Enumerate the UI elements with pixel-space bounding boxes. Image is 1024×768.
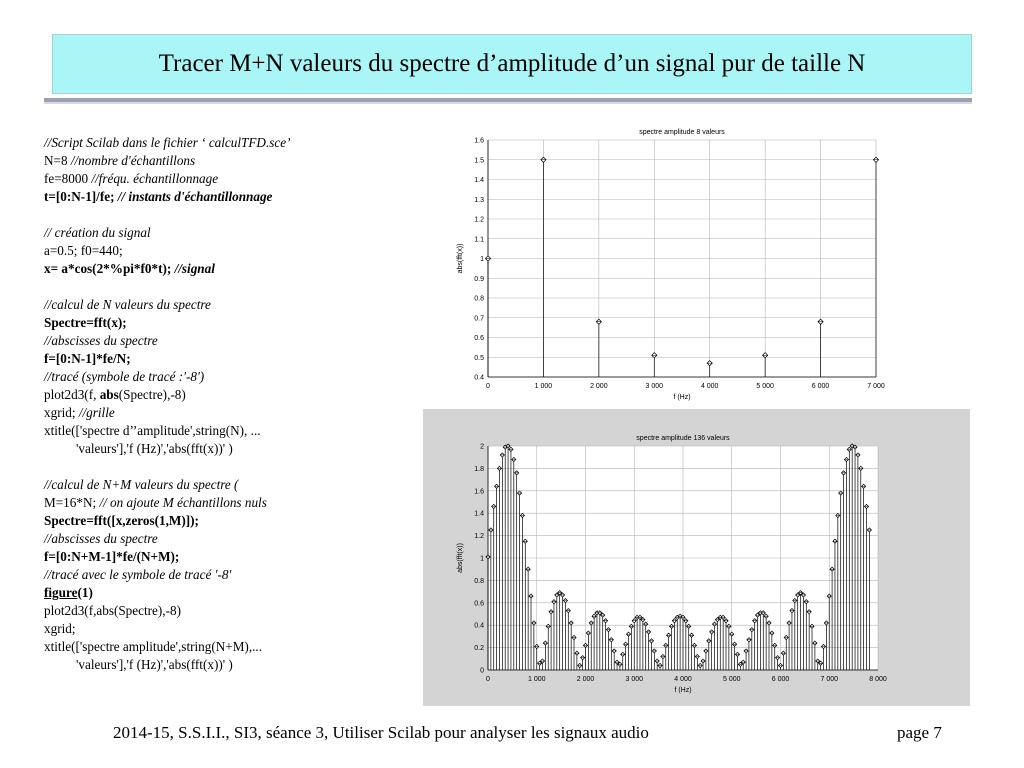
- code-line: xtitle(['spectre d’’amplitude',string(N), ...: [44, 423, 261, 438]
- y-tick-label: 1.3: [474, 196, 484, 204]
- code-text: N=8: [44, 153, 71, 168]
- x-tick-label: 5 000: [722, 676, 741, 683]
- y-tick-label: 0.8: [474, 295, 484, 303]
- code-text: x= a*cos(2*%pi*f0*t);: [44, 261, 175, 276]
- code-line: //abscisses du spectre: [44, 531, 158, 546]
- x-tick-label: 0: [486, 676, 490, 683]
- code-line: [44, 404, 424, 422]
- y-tick-label: 1.6: [474, 137, 484, 145]
- code-line: [44, 494, 424, 512]
- y-tick-label: 1.1: [474, 236, 484, 244]
- y-tick-label: 1.8: [474, 465, 484, 473]
- code-line: //abscisses du spectre: [44, 333, 158, 348]
- code-blank: [44, 278, 424, 296]
- x-tick-label: 4 000: [674, 676, 692, 683]
- x-axis-label: f (Hz): [674, 687, 692, 694]
- spectrum-chart-136: [423, 409, 970, 706]
- code-line: Spectre=fft([x,zeros(1,M)]);: [44, 513, 199, 528]
- code-comment: //signal: [174, 261, 215, 276]
- code-text: (1): [77, 585, 93, 600]
- x-tick-label: 8 000: [869, 676, 887, 683]
- spectrum-chart-8: [450, 120, 890, 405]
- y-tick-label: 0.9: [474, 275, 484, 283]
- x-tick-label: 7 000: [820, 676, 839, 683]
- chart-title: spectre amplitude 8 valeurs: [639, 129, 725, 136]
- y-tick-label: 1.5: [474, 157, 484, 165]
- code-line: Spectre=fft(x);: [44, 315, 127, 330]
- x-tick-label: 0: [486, 383, 490, 390]
- y-tick-label: 0.4: [474, 374, 484, 382]
- x-tick-label: 1 000: [534, 383, 553, 390]
- slide-title: Tracer M+N valeurs du spectre d’amplitude d’un signal pur de taille N: [158, 50, 866, 77]
- y-tick-label: 0.8: [474, 577, 484, 585]
- code-line: [44, 152, 424, 170]
- code-line: [44, 584, 424, 602]
- code-text: M=16*N;: [44, 495, 100, 510]
- code-line: //tracé (symbole de tracé :'-8'): [44, 369, 205, 384]
- y-tick-label: 2: [480, 443, 484, 451]
- code-line: //Script Scilab dans le fichier ‘ calculTFD.sce’: [44, 135, 291, 150]
- page-number: page 7: [897, 723, 942, 742]
- code-line: xgrid;: [44, 621, 76, 636]
- y-tick-label: 0.2: [474, 645, 484, 653]
- y-tick-label: 1: [480, 256, 484, 263]
- code-text: plot2d3(f,: [44, 387, 100, 402]
- x-tick-label: 6 000: [811, 383, 830, 390]
- y-tick-label: 0.5: [474, 354, 484, 362]
- x-tick-label: 2 000: [590, 383, 608, 390]
- y-tick-label: 0: [480, 667, 484, 675]
- y-tick-label: 0.6: [474, 335, 484, 342]
- code-line: // création du signal: [44, 225, 151, 240]
- x-tick-label: 6 000: [771, 676, 790, 683]
- code-comment: // on ajoute M échantillons nuls: [99, 495, 267, 510]
- title-divider-shadow: [44, 102, 972, 104]
- y-tick-label: 1.4: [474, 510, 484, 518]
- y-tick-label: 1: [480, 555, 484, 563]
- code-line: f=[0:N-1]*fe/N;: [44, 351, 131, 366]
- x-tick-label: 4 000: [700, 383, 719, 390]
- code-text: (Spectre),-8): [118, 387, 186, 402]
- code-line: 'valeurs'],'f (Hz)','abs(fft(x))' ): [76, 657, 233, 672]
- y-tick-label: 0.6: [474, 600, 484, 608]
- code-line: [44, 386, 424, 404]
- scilab-script: [44, 134, 424, 674]
- code-text: xgrid;: [44, 405, 79, 420]
- code-line: plot2d3(f,abs(Spectre),-8): [44, 603, 181, 618]
- code-text: fe=8000: [44, 171, 92, 186]
- x-tick-label: 3 000: [645, 383, 664, 390]
- code-keyword: figure: [44, 585, 78, 600]
- code-comment: //fréqu. échantillonnage: [91, 171, 219, 186]
- y-tick-label: 0.4: [474, 622, 484, 630]
- code-comment: //grille: [78, 405, 115, 420]
- code-line: [44, 170, 424, 188]
- code-text: t=[0:N-1]/fe;: [44, 189, 118, 204]
- x-tick-label: 7 000: [867, 383, 885, 390]
- y-tick-label: 1.2: [474, 216, 484, 224]
- code-line: xtitle(['spectre amplitude',string(N+M),...: [44, 639, 263, 654]
- y-tick-label: 1.2: [474, 533, 484, 541]
- code-line: [44, 188, 424, 206]
- slide-title-box: [52, 34, 972, 94]
- code-blank: [44, 206, 424, 224]
- y-axis-label: abs(fft(x)): [457, 543, 464, 573]
- code-line: f=[0:N+M-1]*fe/(N+M);: [44, 549, 180, 564]
- code-line: //calcul de N+M valeurs du spectre (: [44, 477, 239, 492]
- y-tick-label: 1.4: [474, 177, 484, 184]
- spectrum-chart-136-svg: [423, 409, 970, 706]
- x-tick-label: 1 000: [527, 676, 546, 683]
- y-tick-label: 1.6: [474, 488, 484, 496]
- code-line: 'valeurs'],'f (Hz)','abs(fft(x))' ): [76, 441, 233, 456]
- code-blank: [44, 458, 424, 476]
- code-line: //tracé avec le symbole de tracé '-8': [44, 567, 232, 582]
- x-tick-label: 2 000: [576, 676, 595, 683]
- chart-title: spectre amplitude 136 valeurs: [636, 435, 730, 442]
- x-tick-label: 5 000: [756, 383, 774, 390]
- code-line: a=0.5; f0=440;: [44, 243, 123, 258]
- footer-text: 2014-15, S.S.I.I., SI3, séance 3, Utiliser Scilab pour analyser les signaux audio: [113, 723, 649, 742]
- code-keyword: abs: [99, 387, 119, 402]
- x-axis-label: f (Hz): [673, 394, 691, 401]
- y-axis-label: abs(fft(x)): [457, 243, 464, 274]
- x-tick-label: 3 000: [625, 676, 644, 683]
- code-comment: // instants d'échantillonnage: [117, 189, 273, 204]
- code-line: [44, 260, 424, 278]
- code-line: //calcul de N valeurs du spectre: [44, 297, 211, 312]
- code-comment: //nombre d'échantillons: [70, 153, 196, 168]
- y-tick-label: 0.7: [474, 315, 484, 323]
- spectrum-chart-8-svg: [450, 120, 890, 405]
